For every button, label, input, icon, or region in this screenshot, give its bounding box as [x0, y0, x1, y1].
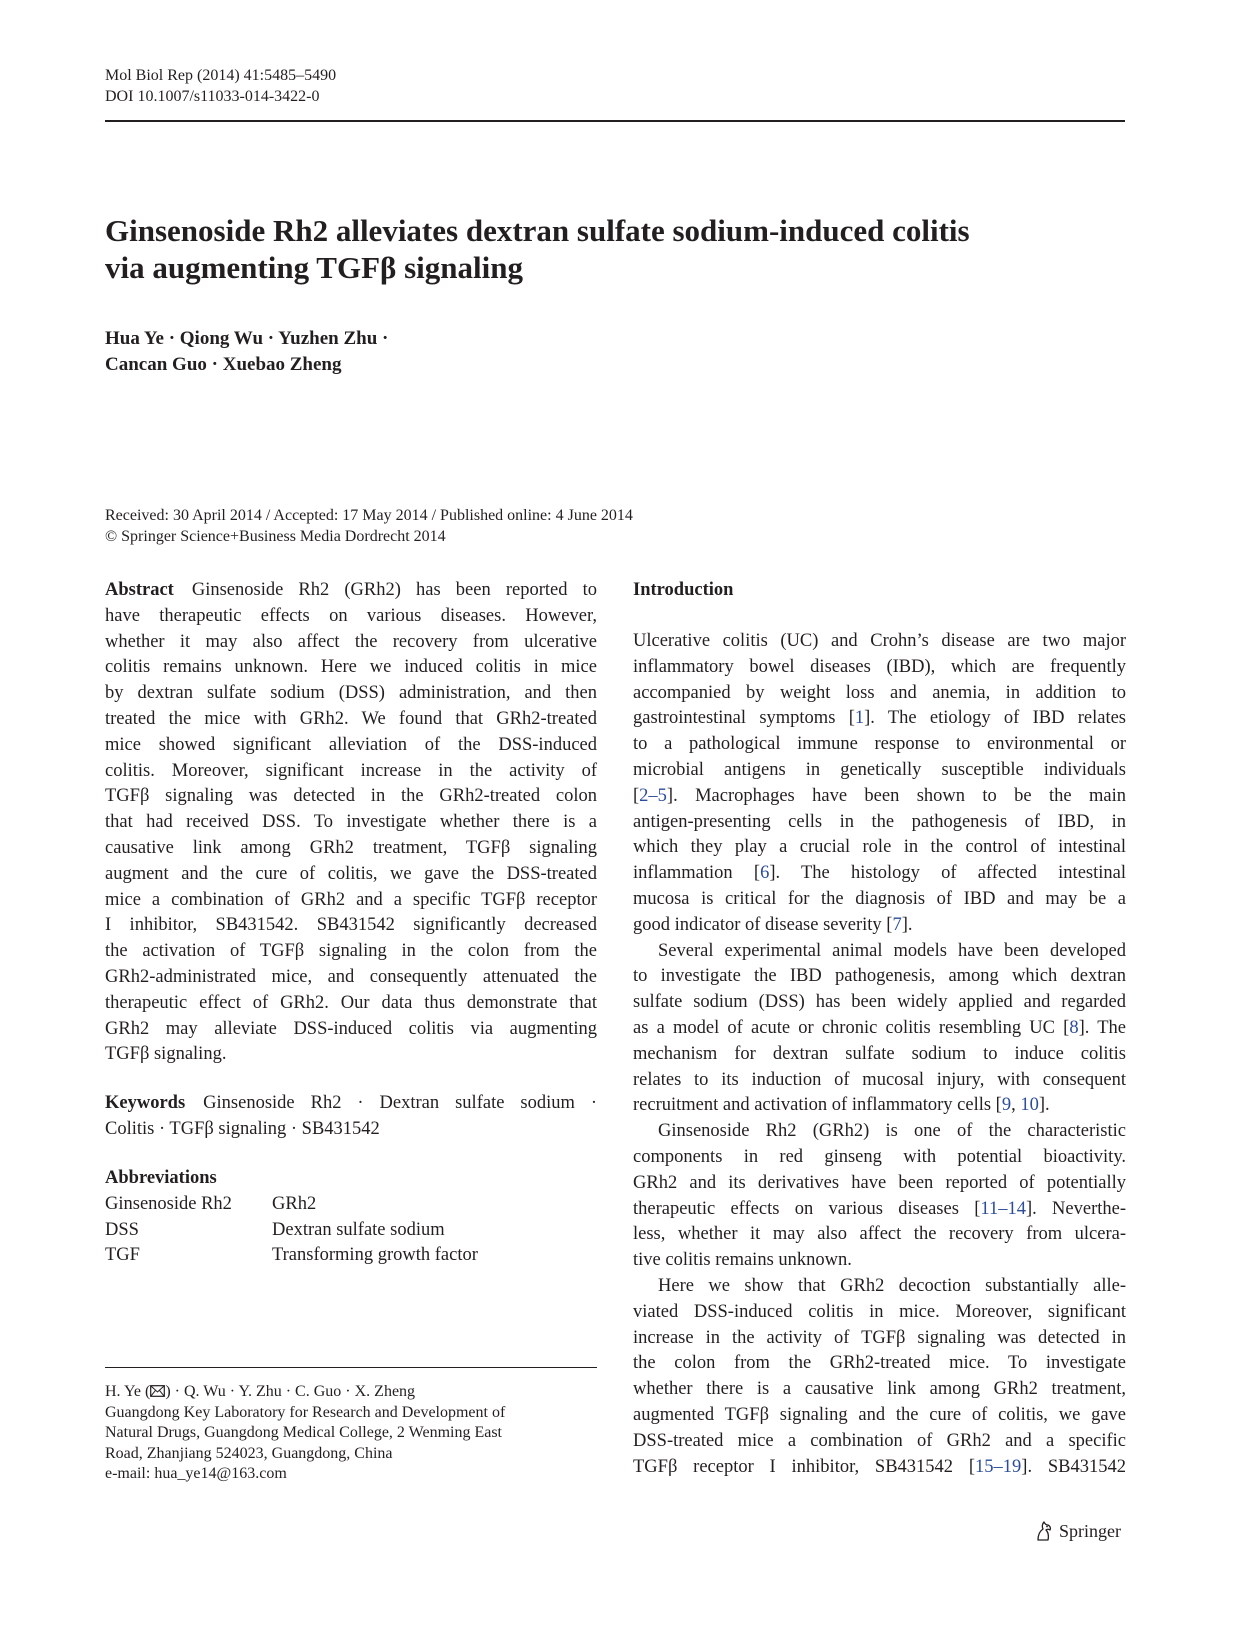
publisher-name: Springer: [1059, 1520, 1121, 1541]
citation-link[interactable]: 7: [892, 914, 902, 935]
keywords-label: Keywords: [105, 1093, 186, 1113]
affiliation-authors-text: ) · Q. Wu · Y. Zhu · C. Guo · X. Zheng: [165, 1383, 416, 1400]
body-line: antigen-presenting cells in the pathogenesis of IBD, in: [633, 811, 1126, 832]
abbreviation-definition: Transforming growth factor: [272, 1245, 478, 1266]
body-line: Ginsenoside Rh2 (GRh2) is one of the characteristic: [658, 1121, 1126, 1142]
abstract-line: colitis. Moreover, significant increase in the activity of: [105, 760, 597, 781]
abstract-line: by dextran sulfate sodium (DSS) administration, and then: [105, 683, 597, 704]
journal-header: [105, 65, 336, 107]
body-line: [633, 706, 1126, 732]
body-text: inflammation [: [633, 863, 761, 884]
abbreviation-term: TGF: [105, 1245, 140, 1266]
body-line: DSS-treated mice a combination of GRh2 and a specific: [633, 1430, 1126, 1451]
abbreviation-row: [105, 1218, 597, 1244]
abbreviation-definition: GRh2: [272, 1193, 317, 1214]
body-text: ].: [901, 914, 913, 935]
citation-link[interactable]: 9: [1001, 1095, 1012, 1116]
citation-link[interactable]: 6: [760, 863, 770, 884]
keywords: [105, 1091, 597, 1143]
body-text: ]. The histology of affected intestinal: [769, 863, 1126, 884]
envelope-icon: [150, 1385, 165, 1397]
abbreviation-row: [105, 1243, 597, 1269]
body-line: augmented TGFβ signaling and the cure of colitis, we gave: [633, 1404, 1126, 1425]
received-dates: Received: 30 April 2014 / Accepted: 17 May 2014 / Published online: 4 June 2014: [105, 507, 633, 524]
article-title: [105, 212, 1125, 286]
body-line: accompanied by weight loss and anemia, in addition to: [633, 682, 1126, 703]
body-text: ]. Macrophages have been shown to be the main: [666, 785, 1126, 806]
header-rule: [105, 120, 1125, 122]
abstract-line: GRh2 may alleviate DSS-induced colitis via augmenting: [105, 1018, 597, 1039]
body-line: viated DSS-induced colitis in mice. Moreover, significant: [633, 1301, 1126, 1322]
abstract-line: TGFβ signaling was detected in the GRh2-treated colon: [105, 786, 597, 807]
affiliation-line: Road, Zhanjiang 524023, Guangdong, China: [105, 1444, 393, 1462]
body-line: to a pathological immune response to environmental or: [633, 734, 1126, 755]
footnote-rule: [105, 1367, 597, 1368]
body-line: sulfate sodium (DSS) has been widely applied and regarded: [633, 992, 1126, 1013]
doi: DOI 10.1007/s11033-014-3422-0: [105, 88, 320, 105]
body-text: good indicator of disease severity [: [633, 914, 893, 935]
body-text: TGFβ receptor I inhibitor, SB431542 [: [633, 1456, 976, 1477]
body-line: increase in the activity of TGFβ signaling was detected in: [633, 1327, 1126, 1348]
copyright: © Springer Science+Business Media Dordrecht 2014: [105, 528, 446, 545]
author-list: [105, 326, 388, 378]
citation-link[interactable]: 10: [1020, 1095, 1039, 1116]
body-line: inflammatory bowel diseases (IBD), which are frequently: [633, 656, 1126, 677]
body-text: recruitment and activation of inflammatory cells [: [633, 1095, 1002, 1116]
abbreviation-row: [105, 1192, 597, 1218]
body-text: ]. Neverthe-: [1025, 1198, 1126, 1219]
publication-history: [105, 505, 633, 547]
body-line: which they play a crucial role in the control of intestinal: [633, 837, 1126, 858]
affiliation-line: Guangdong Key Laboratory for Research and Development of: [105, 1403, 506, 1421]
abstract: [105, 578, 597, 1068]
body-text: ]. The: [1078, 1017, 1126, 1038]
abstract-line: therapeutic effect of GRh2. Our data thus demonstrate that: [105, 992, 597, 1013]
abstract-text: Ginsenoside Rh2 (GRh2) has been reported to: [191, 580, 597, 600]
body-line: [633, 913, 1126, 939]
abbreviations-heading: Abbreviations: [105, 1168, 217, 1188]
abstract-line: whether it may also affect the recovery from ulcerative: [105, 631, 597, 652]
body-line: tive colitis remains unknown.: [633, 1250, 852, 1271]
journal-citation: Mol Biol Rep (2014) 41:5485–5490: [105, 67, 337, 84]
affiliation-line: Natural Drugs, Guangdong Medical College, 2 Wenming East: [105, 1424, 502, 1441]
springer-horse-icon: [1034, 1520, 1054, 1542]
abstract-line: colitis remains unknown. Here we induced colitis in mice: [105, 657, 597, 678]
abstract-label: Abstract: [105, 580, 174, 600]
body-line: less, whether it may also affect the recovery from ulcera-: [633, 1224, 1126, 1245]
abbreviation-term: DSS: [105, 1219, 139, 1240]
body-line: whether there is a causative link among GRh2 treatment,: [633, 1379, 1126, 1400]
abstract-line: causative link among GRh2 treatment, TGFβ signaling: [105, 837, 597, 858]
introduction-body: [633, 629, 1126, 1480]
keywords-text: Ginsenoside Rh2 · Dextran sulfate sodium ·: [203, 1093, 597, 1113]
email-address: e-mail: hua_ye14@163.com: [105, 1465, 287, 1482]
body-line: [633, 1197, 1126, 1223]
abstract-line: TGFβ signaling.: [105, 1044, 227, 1065]
abstract-line: that had received DSS. To investigate whether there is a: [105, 812, 597, 833]
keywords-line: Colitis · TGFβ signaling · SB431542: [105, 1118, 380, 1139]
body-text: ,: [1011, 1095, 1021, 1116]
title-line-1: Ginsenoside Rh2 alleviates dextran sulfate sodium-induced colitis: [105, 213, 970, 248]
authors-line-2: Cancan Guo · Xuebao Zheng: [105, 354, 342, 375]
abstract-line: I inhibitor, SB431542. SB431542 significantly decreased: [105, 915, 597, 936]
citation-link[interactable]: 11–14: [980, 1198, 1026, 1219]
abbreviation-definition: Dextran sulfate sodium: [272, 1219, 445, 1240]
abstract-line: treated the mice with GRh2. We found that GRh2-treated: [105, 708, 597, 729]
abstract-line: have therapeutic effects on various diseases. However,: [105, 605, 597, 626]
section-heading-introduction: Introduction: [633, 580, 734, 600]
body-line: Ulcerative colitis (UC) and Crohn’s disease are two major: [633, 631, 1126, 651]
body-line: to investigate the IBD pathogenesis, among which dextran: [633, 966, 1126, 987]
publisher-logo: [1034, 1520, 1121, 1542]
abstract-line: the activation of TGFβ signaling in the colon from the: [105, 941, 597, 962]
body-line: Several experimental animal models have been developed: [658, 940, 1126, 961]
body-line: [633, 1093, 1126, 1119]
body-line: components in red ginseng with potential bioactivity.: [633, 1146, 1126, 1167]
title-line-2: via augmenting TGFβ signaling: [105, 250, 523, 285]
introduction-heading-block: [633, 578, 1126, 604]
body-text: ].: [1038, 1095, 1050, 1116]
body-line: GRh2 and its derivatives have been reported of potentially: [633, 1172, 1126, 1193]
body-text: [: [633, 785, 640, 806]
abbreviation-term: Ginsenoside Rh2: [105, 1193, 232, 1214]
citation-link[interactable]: 2–5: [639, 785, 667, 806]
body-line: the colon from the GRh2-treated mice. To investigate: [633, 1353, 1126, 1374]
body-line: [633, 1016, 1126, 1042]
affiliation-authors-text: H. Ye (: [105, 1383, 151, 1400]
body-line: relates to its induction of mucosal injury, with consequent: [633, 1069, 1126, 1090]
body-text: gastrointestinal symptoms [: [633, 708, 855, 729]
body-line: [633, 861, 1126, 887]
affiliation-authors: [105, 1382, 625, 1403]
abbreviations: [105, 1166, 597, 1269]
body-text: ]. SB431542: [1021, 1456, 1126, 1477]
body-line: [633, 1455, 1126, 1481]
abstract-line: mice a combination of GRh2 and a specific TGFβ receptor: [105, 889, 597, 910]
body-line: microbial antigens in genetically susceptible individuals: [633, 759, 1126, 780]
body-text: ]. The etiology of IBD relates: [864, 708, 1127, 729]
abstract-line: [105, 578, 597, 604]
body-line: mucosa is critical for the diagnosis of IBD and may be a: [633, 888, 1126, 909]
body-text: therapeutic effects on various diseases [: [633, 1198, 981, 1219]
citation-link[interactable]: 8: [1069, 1017, 1079, 1038]
abstract-line: GRh2-administrated mice, and consequently attenuated the: [105, 966, 597, 987]
affiliation: [105, 1382, 625, 1485]
citation-link[interactable]: 15–19: [975, 1456, 1022, 1477]
body-line: Here we show that GRh2 decoction substantially alle-: [658, 1275, 1126, 1296]
body-line: [633, 784, 1126, 810]
citation-link[interactable]: 1: [854, 708, 865, 729]
abstract-line: mice showed significant alleviation of the DSS-induced: [105, 734, 597, 755]
abstract-line: augment and the cure of colitis, we gave the DSS-treated: [105, 863, 597, 884]
keywords-line: [105, 1091, 597, 1117]
body-line: mechanism for dextran sulfate sodium to induce colitis: [633, 1043, 1126, 1064]
authors-line-1: Hua Ye · Qiong Wu · Yuzhen Zhu ·: [105, 328, 389, 349]
body-text: as a model of acute or chronic colitis resembling UC [: [633, 1017, 1070, 1038]
